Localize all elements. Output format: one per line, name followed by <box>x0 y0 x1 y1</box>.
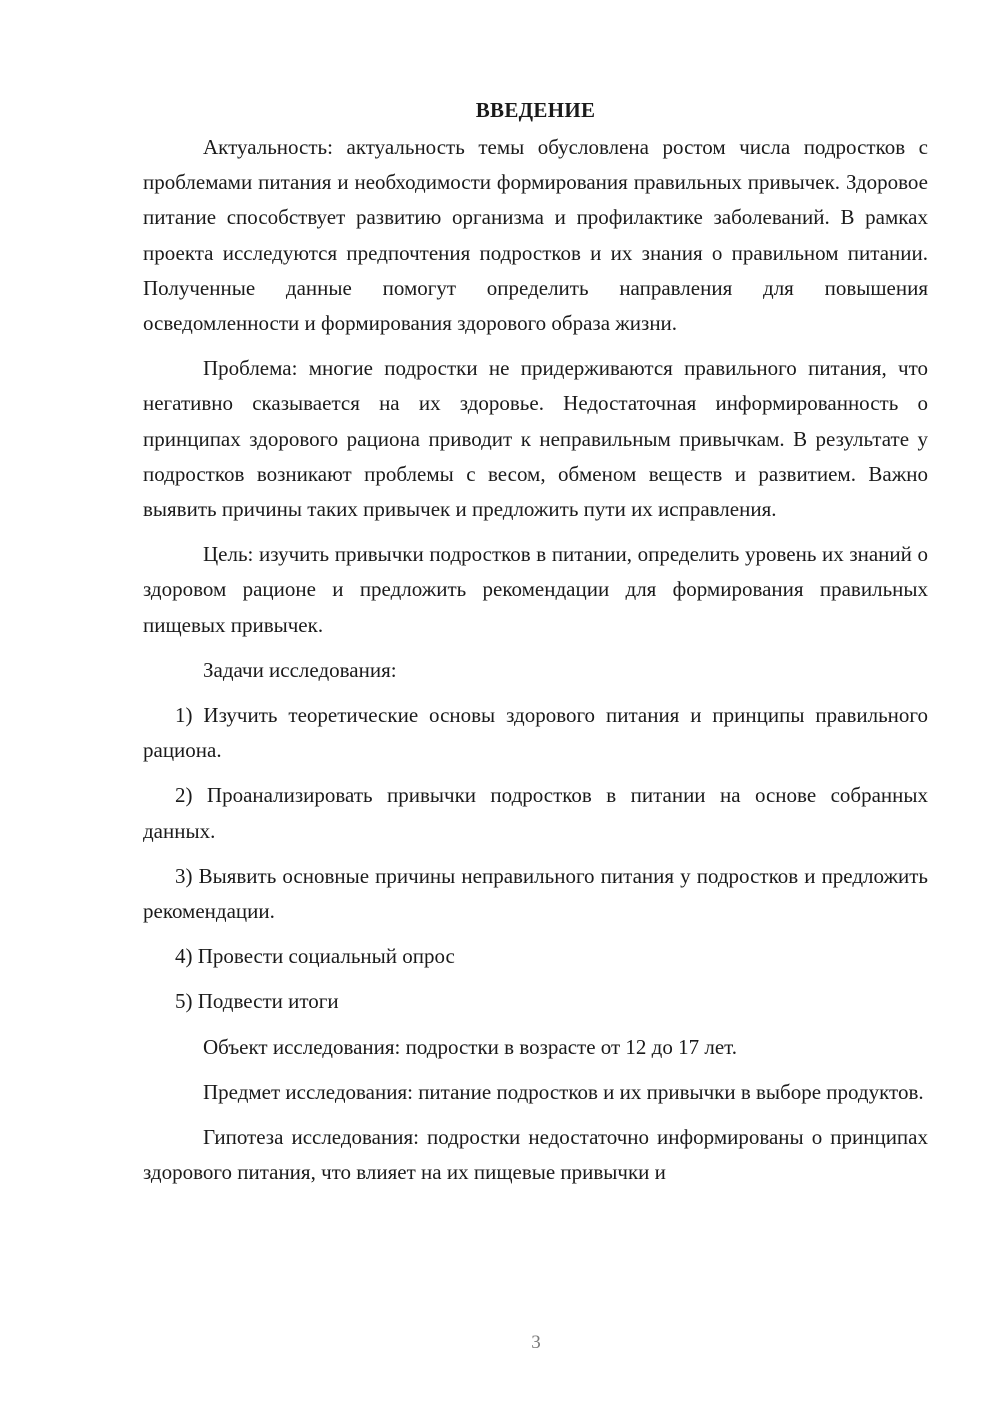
task-item-5: 5) Подвести итоги <box>175 989 339 1014</box>
section-heading: ВВЕДЕНИЕ <box>475 98 596 122</box>
document-page <box>143 92 928 1322</box>
paragraph-tasks-heading: Задачи исследования: <box>203 657 397 682</box>
task-item-3: 3) Выявить основные причины неправильного питания у подростков и предложить рекомендации. <box>143 863 928 924</box>
task-item-1: 1) Изучить теоретические основы здорового питания и принципы правильного рациона. <box>143 703 928 763</box>
paragraph-goal: Цель: изучить привычки подростков в питании, определить уровень их знаний о здоровом рационе и предложить рекомендации для формирования правильных пищевых привычек. <box>143 542 928 637</box>
paragraph-relevance: Актуальность: актуальность темы обусловлена ростом числа подростков с проблемами питания и необходимости формирования правильных привычек. Здоровое питание способствует развитию организма и профилактике заболеваний. В рамках проекта исследуются предпочтения подростков и их знания о правильном питании. Полученные данные помогут определить направления для повышения осведомленности и формирования здорового образа жизни. <box>143 135 928 336</box>
paragraph-hypothesis: Гипотеза исследования: подростки недостаточно информированы о принципах здорового питания, что влияет на их пищевые привычки и <box>143 1125 928 1185</box>
task-item-2: 2) Проанализировать привычки подростков в питании на основе собранных данных. <box>143 783 928 843</box>
task-item-4: 4) Провести социальный опрос <box>175 944 455 969</box>
page-number: 3 <box>531 1332 541 1353</box>
paragraph-subject: Предмет исследования: питание подростков и их привычки в выборе продуктов. <box>203 1079 924 1104</box>
paragraph-object: Объект исследования: подростки в возрасте от 12 до 17 лет. <box>203 1034 738 1059</box>
paragraph-problem: Проблема: многие подростки не придерживаются правильного питания, что негативно сказывается на их здоровье. Недостаточная информированность о принципах здорового рациона приводит к неправильным привычкам. В результате у подростков возникают проблемы с весом, обменом веществ и развитием. Важно выявить причины таких привычек и предложить пути их исправления. <box>143 356 928 522</box>
